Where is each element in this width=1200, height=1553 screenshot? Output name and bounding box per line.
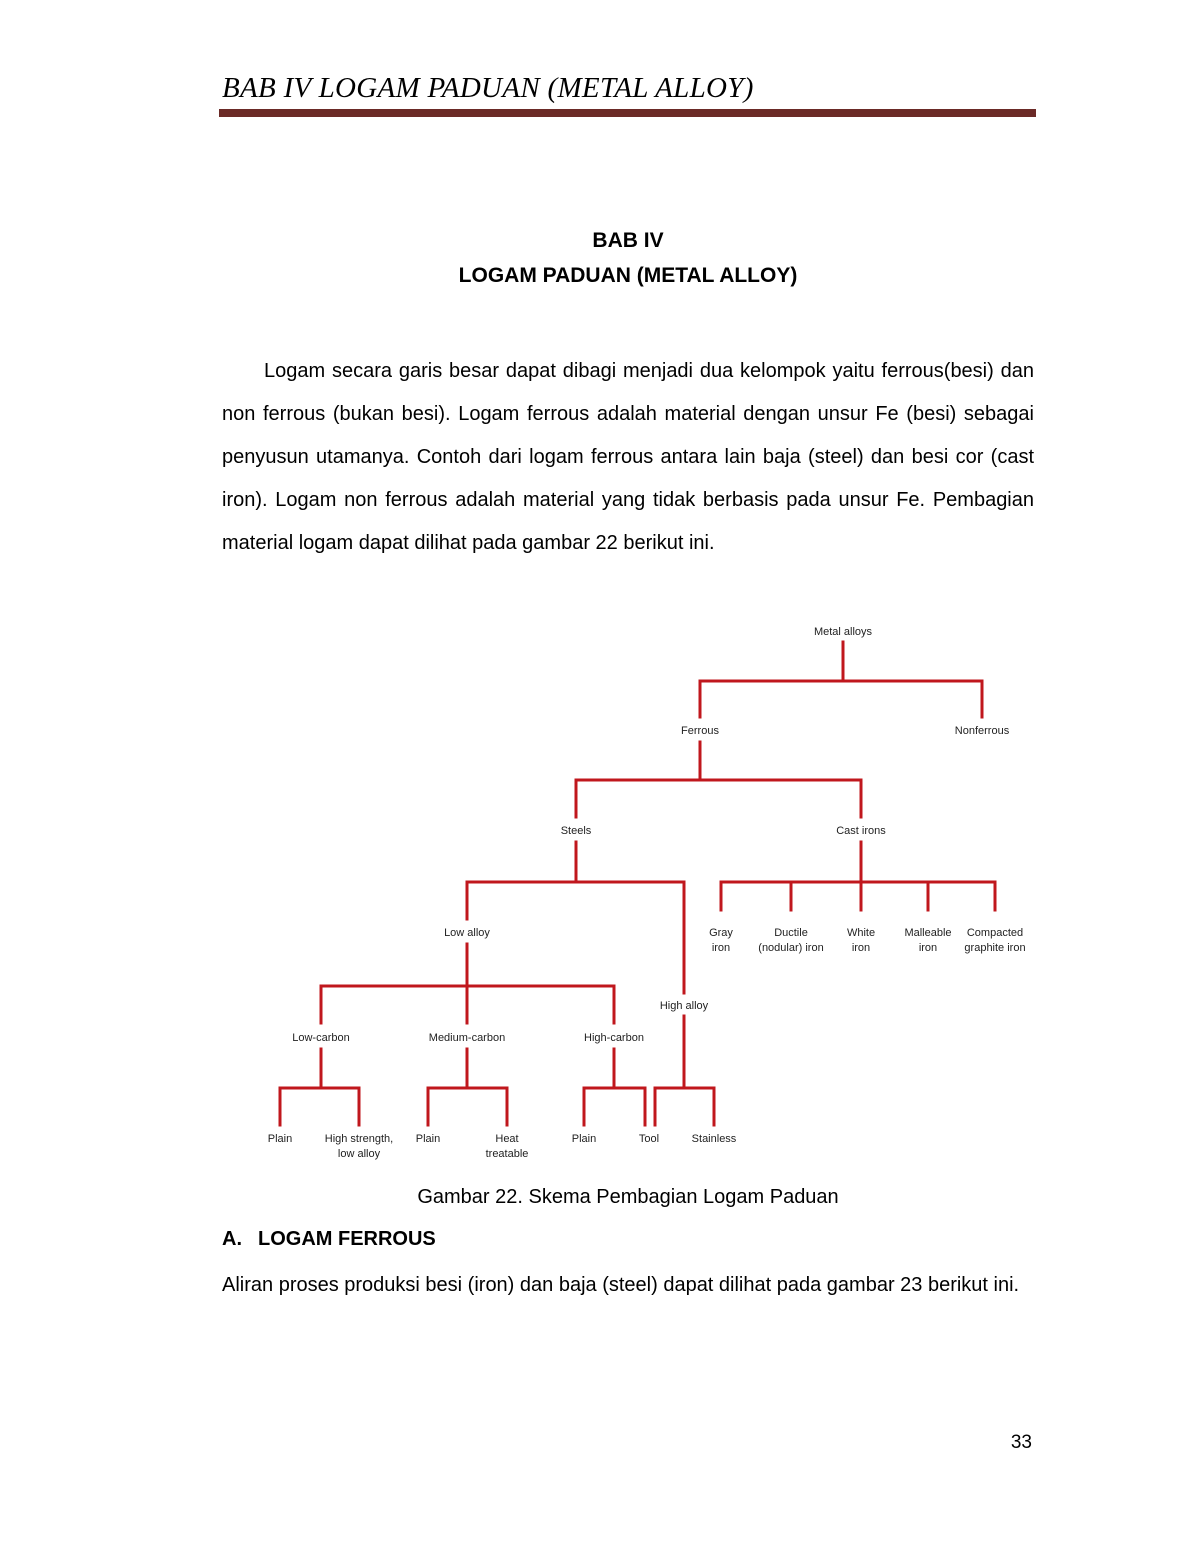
node-heat-treatable-line1: Heat — [495, 1133, 519, 1145]
node-cast-irons: Cast irons — [836, 825, 886, 837]
tree-node-labels — [268, 626, 1026, 1160]
figure-caption: Gambar 22. Skema Pembagian Logam Paduan — [417, 1186, 839, 1208]
node-plain-high-carbon: Plain — [571, 1133, 597, 1145]
node-heat-treatable-line2: treatable — [485, 1148, 529, 1160]
section-heading — [222, 1228, 436, 1251]
node-malleable-iron-line1: Malleable — [904, 927, 952, 939]
node-gray-iron-line1: Gray — [709, 927, 733, 939]
node-low-alloy: Low alloy — [444, 927, 490, 939]
chapter-number: BAB IV — [592, 229, 664, 252]
node-compacted-graphite-iron-line1: Compacted — [966, 927, 1024, 939]
section-title: LOGAM FERROUS — [258, 1228, 436, 1250]
node-high-carbon: High-carbon — [584, 1032, 644, 1044]
node-plain-low-carbon: Plain — [267, 1133, 293, 1145]
node-low-carbon: Low-carbon — [292, 1032, 350, 1044]
running-header-title: BAB IV LOGAM PADUAN (METAL ALLOY) — [222, 72, 754, 104]
node-ductile-iron-line1: Ductile — [774, 927, 808, 939]
node-steels: Steels — [560, 825, 592, 837]
node-gray-iron-line2: iron — [711, 942, 731, 954]
node-stainless: Stainless — [691, 1133, 737, 1145]
node-nonferrous: Nonferrous — [954, 725, 1010, 737]
node-high-alloy: High alloy — [659, 1000, 709, 1012]
page-number: 33 — [1010, 1432, 1032, 1453]
node-malleable-iron-line2: iron — [918, 942, 938, 954]
node-plain-medium-carbon: Plain — [415, 1133, 441, 1145]
node-high-strength-line1: High strength, — [324, 1133, 394, 1145]
tree-connector-lines — [280, 642, 995, 1125]
node-tool: Tool — [638, 1133, 660, 1145]
node-white-iron-line2: iron — [851, 942, 871, 954]
intro-paragraph: Logam secara garis besar dapat dibagi menjadi dua kelompok yaitu ferrous(besi) dan non ferrous (bukan besi). Logam ferrous adalah material dengan unsur Fe (besi) sebagai penyusun utamanya. Contoh dari logam ferrous antara lain baja (steel) dan besi cor (cast iron). Logam non ferrous adalah material yang tidak berbasis pada unsur Fe. Pembagian material logam dapat dilihat pada gambar 22 berikut ini. — [222, 360, 1034, 554]
chapter-title: LOGAM PADUAN (METAL ALLOY) — [458, 264, 798, 287]
section-number: A. — [222, 1228, 242, 1250]
node-medium-carbon: Medium-carbon — [428, 1032, 506, 1044]
section-a-paragraph: Aliran proses produksi besi (iron) dan baja (steel) dapat dilihat pada gambar 23 berikut ini. — [222, 1274, 1020, 1296]
node-compacted-graphite-iron-line2: graphite iron — [964, 942, 1026, 954]
node-white-iron-line1: White — [846, 927, 876, 939]
node-ferrous: Ferrous — [681, 725, 719, 737]
node-high-strength-line2: low alloy — [337, 1148, 381, 1160]
node-metal-alloys: Metal alloys — [813, 626, 873, 638]
node-ductile-iron-line2: (nodular) iron — [758, 942, 824, 954]
